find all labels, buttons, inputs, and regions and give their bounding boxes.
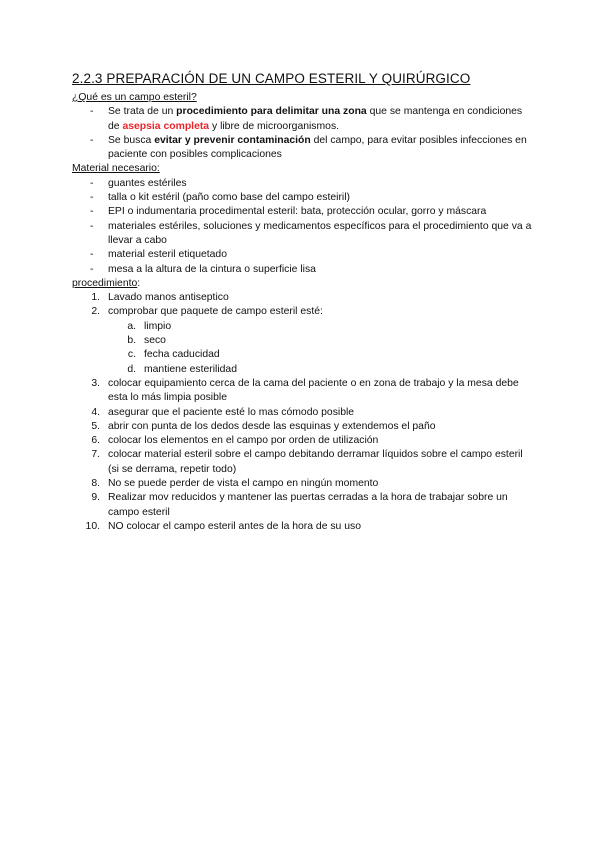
- subitem-text: mantiene esterilidad: [144, 363, 237, 375]
- step-number: 5.: [91, 420, 100, 432]
- step-text: colocar material esteril sobre el campo debitando derramar líquidos sobre el campo esteril (si se derrama, repetir todo): [108, 449, 523, 475]
- procedure-step: [72, 477, 532, 491]
- step-number: 6.: [91, 435, 100, 447]
- step-text: No se puede perder de vista el campo en ningún momento: [108, 478, 379, 490]
- step-text: abrir con punta de los dedos desde las esquinas y extendemos el paño: [108, 420, 436, 432]
- step-text: Realizar mov reducidos y mantener las puertas cerradas a la hora de trabajar sobre un campo esteril: [108, 492, 508, 518]
- definition-item-1: [72, 105, 532, 134]
- procedure-step: [72, 377, 532, 406]
- step-text: Lavado manos antiseptico: [108, 292, 229, 304]
- subitem-letter: d.: [127, 363, 136, 375]
- subitem-letter: b.: [127, 335, 136, 347]
- bold-text: procedimiento para delimitar una zona: [176, 106, 367, 118]
- procedure-heading: [72, 277, 532, 291]
- step-text: NO colocar el campo esteril antes de la hora de su uso: [108, 520, 361, 532]
- material-item: - materiales estériles, soluciones y medicamentos específicos para el procedimiento que va a llevar a cabo: [72, 220, 532, 249]
- procedure-step: [72, 305, 532, 376]
- step-number: 10.: [85, 520, 100, 532]
- material-item: - talla o kit estéril (paño como base del campo esteiril): [72, 191, 532, 205]
- material-item: - material esteril etiquetado: [72, 248, 532, 262]
- text-run: que se mantenga en condiciones de: [108, 106, 523, 132]
- step-number: 8.: [91, 478, 100, 490]
- procedure-heading-text: procedimiento: [72, 277, 138, 289]
- procedure-step: [72, 520, 532, 534]
- material-heading: Material necesario:: [72, 163, 160, 175]
- step-text: colocar equipamiento cerca de la cama del paciente o en zona de trabajo y la mesa debe esta lo más limpia posible: [108, 377, 519, 404]
- subitem-letter: a.: [127, 320, 136, 332]
- procedure-step: [72, 491, 532, 520]
- definition-item-2: [72, 134, 532, 163]
- procedure-list: [72, 291, 532, 534]
- question-heading: ¿Qué es un campo esteril?: [72, 92, 197, 103]
- material-item: - guantes estériles: [72, 177, 532, 191]
- step-number: 9.: [91, 492, 100, 504]
- step-number: 1.: [91, 292, 100, 304]
- step-text: asegurar que el paciente esté lo mas cómodo posible: [108, 406, 355, 418]
- procedure-step: [72, 406, 532, 420]
- bold-text: evitar y prevenir contaminación: [154, 134, 311, 146]
- document-page: [72, 70, 532, 534]
- step-text: colocar los elementos en el campo por orden de utilización: [108, 435, 379, 447]
- material-item: - mesa a la altura de la cintura o superficie lisa: [72, 263, 532, 277]
- subitem-letter: c.: [127, 349, 136, 361]
- material-list: [72, 177, 532, 277]
- procedure-step: [72, 420, 532, 434]
- text-run: del campo, para evitar posibles infecciones en paciente con posibles complicaciones: [108, 134, 527, 161]
- check-item: [72, 334, 532, 348]
- step-text: comprobar que paquete de campo esteril esté:: [108, 306, 323, 318]
- check-item: [72, 320, 532, 334]
- text-run: Se busca: [108, 134, 155, 146]
- procedure-step: [72, 434, 532, 448]
- procedure-step: [72, 291, 532, 305]
- text-run: y libre de microorganismos.: [209, 120, 340, 132]
- text-run: Se trata de un: [108, 106, 177, 118]
- check-item: [72, 363, 532, 377]
- subitem-text: fecha caducidad: [144, 349, 220, 361]
- step-number: 4.: [91, 406, 100, 418]
- procedure-heading-colon: :: [137, 277, 141, 289]
- definition-list: [72, 105, 532, 162]
- material-item: - EPI o indumentaria procedimental esteril: bata, protección ocular, gorro y máscara: [72, 205, 532, 219]
- highlighted-text: asepsia completa: [122, 120, 210, 132]
- subitem-text: limpio: [144, 320, 172, 332]
- step-number: 3.: [91, 377, 100, 389]
- procedure-step: [72, 448, 532, 477]
- check-sublist: [108, 320, 532, 377]
- subitem-text: seco: [144, 335, 166, 347]
- check-item: [72, 348, 532, 362]
- step-number: 2.: [91, 306, 100, 318]
- document-title: 2.2.3 PREPARACIÓN DE UN CAMPO ESTERIL Y QUIRÚRGICO: [72, 71, 471, 86]
- step-number: 7.: [91, 449, 100, 461]
